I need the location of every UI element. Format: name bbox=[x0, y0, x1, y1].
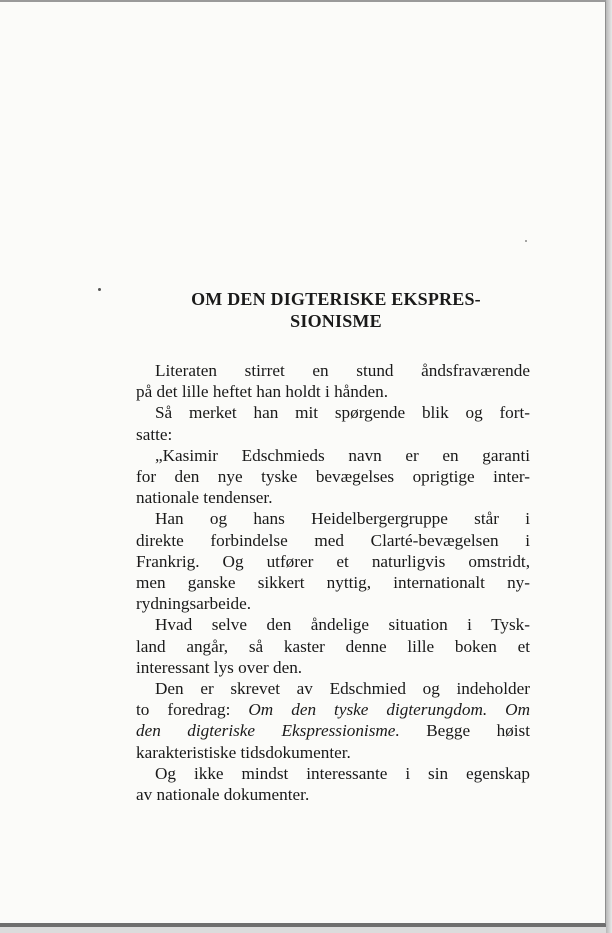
page-content bbox=[136, 288, 530, 805]
text-line: karakteristiske tidsdokumenter. bbox=[136, 742, 351, 762]
text-line: interessant lys over den. bbox=[136, 657, 303, 677]
paragraph bbox=[136, 614, 530, 678]
book-title-italic: Om den tyske digterungdom. Om bbox=[248, 700, 530, 720]
text-line: på det lille heftet han holdt i hånden. bbox=[136, 382, 389, 402]
paragraph bbox=[136, 508, 530, 614]
paragraph bbox=[136, 678, 530, 763]
text-line bbox=[136, 699, 530, 720]
text-line: Den er skrevet av Edschmied og indeholder bbox=[155, 679, 530, 699]
text-line: av nationale dokumenter. bbox=[136, 785, 310, 805]
text-line: rydningsarbeide. bbox=[136, 594, 252, 614]
paragraph bbox=[136, 360, 530, 402]
text-line: for den nye tyske bevægelses oprigtige inter- bbox=[136, 467, 530, 487]
ink-speck bbox=[98, 288, 101, 291]
text-line: men ganske sikkert nyttig, internationalt ny- bbox=[136, 573, 530, 593]
text-line: satte: bbox=[136, 424, 173, 444]
chapter-title-line: OM DEN DIGTERISKE EKSPRES- bbox=[191, 289, 481, 309]
paragraph bbox=[136, 445, 530, 509]
ink-speck bbox=[525, 240, 527, 242]
page-edge-shadow bbox=[606, 0, 612, 933]
text-run: to foredrag: bbox=[136, 700, 249, 720]
book-title-italic: den digteriske Ekspressionisme. bbox=[136, 721, 400, 741]
text-line bbox=[136, 720, 530, 741]
text-line: direkte forbindelse med Clarté-bevægelsen i bbox=[136, 530, 530, 550]
text-line: Hvad selve den åndelige situation i Tysk- bbox=[155, 615, 530, 635]
text-line: „Kasimir Edschmieds navn er en garanti bbox=[155, 445, 530, 465]
chapter-title-line: SIONISME bbox=[290, 311, 382, 331]
chapter-title bbox=[136, 288, 530, 332]
text-line: Så merket han mit spørgende blik og fort- bbox=[155, 403, 530, 423]
text-line: Frankrig. Og utfører et naturligvis omstridt, bbox=[136, 551, 530, 571]
text-line: nationale tendenser. bbox=[136, 488, 273, 508]
paragraph bbox=[136, 763, 530, 805]
paragraph bbox=[136, 402, 530, 444]
text-line: land angår, så kaster denne lille boken et bbox=[136, 636, 530, 656]
text-line: Literaten stirret en stund åndsfraværende bbox=[155, 361, 530, 380]
text-line: Han og hans Heidelbergergruppe står i bbox=[155, 509, 530, 529]
text-run: Begge høist bbox=[399, 721, 530, 741]
text-line: Og ikke mindst interessante i sin egenskap bbox=[155, 763, 530, 783]
